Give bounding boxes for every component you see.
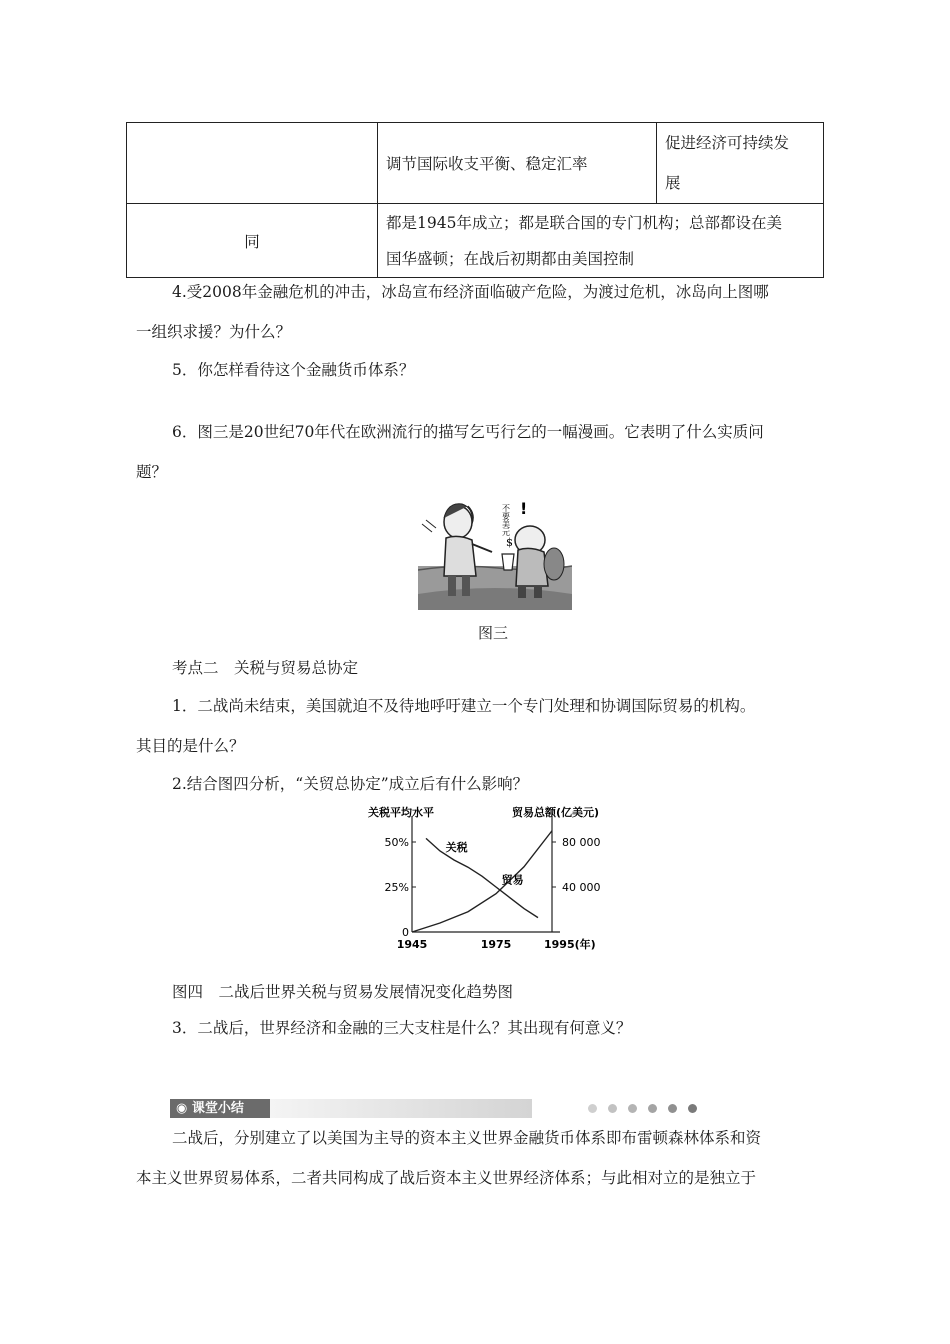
table-cell-empty xyxy=(127,123,378,204)
summary-line2: 本主义世界贸易体系，二者共同构成了战后资本主义世界经济体系；与此相对立的是独立于 xyxy=(136,1169,757,1187)
dot-icon xyxy=(648,1104,657,1113)
table-cell xyxy=(127,204,378,278)
dot-icon xyxy=(588,1104,597,1113)
exclaim-mark: ! xyxy=(520,499,528,518)
y-tick-label: 50% xyxy=(384,836,409,849)
cartoon-illustration xyxy=(418,494,572,610)
cell-text: 调节国际收支平衡、稳定汇率 xyxy=(386,155,588,173)
y-tick-label: 0 xyxy=(402,926,409,939)
dot-icon xyxy=(668,1104,677,1113)
section2-title: 考点二 关税与贸易总协定 xyxy=(172,659,359,677)
x-tick-label: 1945 xyxy=(396,938,428,951)
question-5: 5．你怎样看待这个金融货币体系？ xyxy=(172,361,415,379)
series-label-trade: 贸易 xyxy=(501,873,524,887)
question-4-line2: 一组织求援？为什么？ xyxy=(136,323,292,341)
comparison-table xyxy=(126,122,824,278)
figure3-caption: 图三 xyxy=(478,624,509,642)
table-row xyxy=(127,123,824,204)
y-tick-label: 25% xyxy=(384,881,409,894)
tariff-trade-chart xyxy=(360,800,620,960)
cell-text: 国华盛顿；在战后初期都由美国控制 xyxy=(386,249,635,268)
summary-label: ◉ 课堂小结 xyxy=(170,1099,270,1118)
dot-icon xyxy=(628,1104,637,1113)
speech-text: 不要美元 xyxy=(501,504,511,536)
section2-q3: 3．二战后，世界经济和金融的三大支柱是什么？其出现有何意义？ xyxy=(172,1019,632,1037)
section2-q1-line1: 1．二战尚未结束，美国就迫不及待地呼吁建立一个专门处理和协调国际贸易的机构。 xyxy=(172,697,756,715)
section2-q1-line2: 其目的是什么？ xyxy=(136,737,245,755)
table-cell xyxy=(378,204,824,278)
x-tick-label: 1975 xyxy=(480,938,512,951)
beggar-cartoon xyxy=(418,494,572,610)
question-4-line1: 4.受2008年金融危机的冲击，冰岛宣布经济面临破产危险，为渡过危机，冰岛向上图哪 xyxy=(172,283,769,301)
y2-tick-label: 40 000 xyxy=(562,881,601,894)
dot-icon xyxy=(688,1104,697,1113)
dollar-sign: $ xyxy=(506,536,513,549)
dot-icon xyxy=(608,1104,617,1113)
table-cell xyxy=(378,123,657,204)
section2-q2: 2.结合图四分析，“关贸总协定”成立后有什么影响？ xyxy=(172,775,529,793)
cell-text: 同 xyxy=(244,232,260,251)
table-row xyxy=(127,204,824,278)
series-label-tariff: 关税 xyxy=(445,841,468,854)
y2-axis-label: 贸易总额(亿美元) xyxy=(512,806,600,819)
question-6-line1: 6．图三是20世纪70年代在欧洲流行的描写乞丐行乞的一幅漫画。它表明了什么实质问 xyxy=(172,423,764,441)
series-line-trade xyxy=(412,831,552,932)
figure4-caption: 图四 二战后世界关税与贸易发展情况变化趋势图 xyxy=(172,983,514,1001)
table-cell xyxy=(657,123,824,204)
cell-text: 展 xyxy=(665,174,681,192)
summary-line1: 二战后，分别建立了以美国为主导的资本主义世界金融货币体系即布雷顿森林体系和资 xyxy=(172,1129,762,1147)
class-summary-header xyxy=(170,1099,532,1118)
question-6-line2: 题？ xyxy=(136,463,168,481)
cell-text: 促进经济可持续发 xyxy=(665,134,790,152)
summary-header-track xyxy=(270,1099,532,1118)
y-axis-label: 关税平均水平 xyxy=(368,806,434,819)
y2-tick-label: 80 000 xyxy=(562,836,601,849)
cell-text: 都是1945年成立；都是联合国的专门机构；总部都设在美 xyxy=(386,213,782,232)
chart-svg xyxy=(360,800,620,960)
x-tick-label: 1995(年) xyxy=(544,938,596,951)
